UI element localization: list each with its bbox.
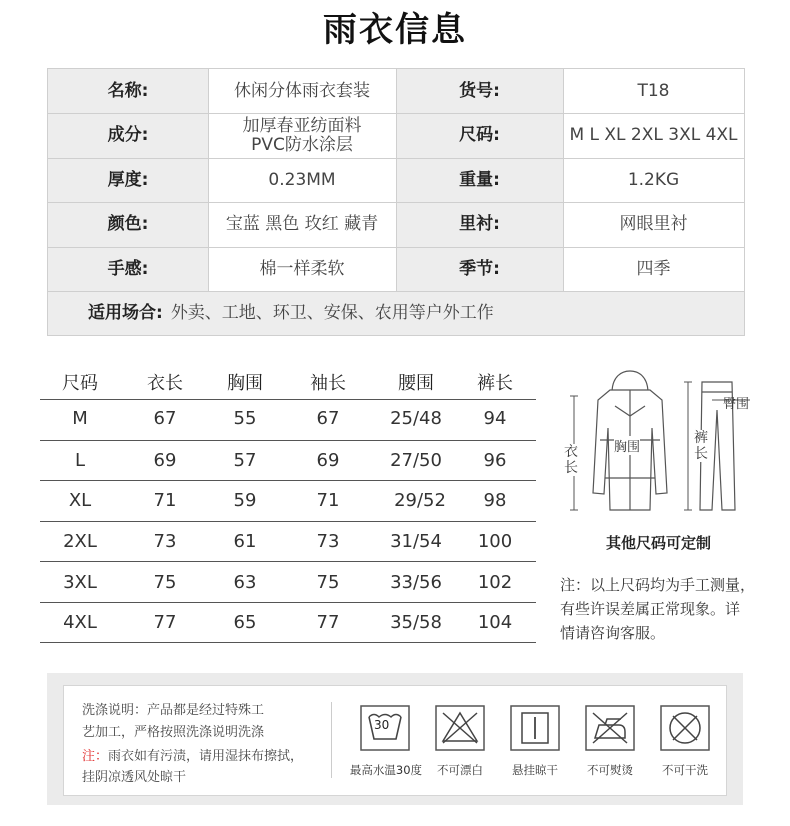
row-rule [40,399,536,400]
no-iron-icon [585,705,635,751]
care-text-line: 艺加工，严格按照洗涤说明洗涤 [82,725,265,740]
size-cell: 2XL [63,531,97,552]
lining-label: 里衬: [396,202,563,247]
chest-cell: 55 [233,408,257,429]
sleeve-col-header: 袖长 [310,373,346,394]
page-title: 雨衣信息 [323,10,467,50]
sleeve-cell: 71 [316,490,340,511]
care-icon-label: 不可熨烫 [587,763,633,777]
material-value-line2: PVC防水涂层 [251,134,353,155]
note-line: 有些许误差属正常现象。详 [560,600,741,618]
color-value: 宝蓝 黑色 玫红 藏青 [225,214,379,234]
sleeve-cell: 73 [316,531,340,552]
item-no-label: 货号: [396,69,563,113]
size-cell: XL [68,490,92,511]
thickness-value: 0.23MM [268,169,336,190]
length-cell: 71 [153,490,177,511]
sleeve-cell: 67 [316,408,340,429]
item-no-value: T18 [637,80,670,101]
no-bleach-icon [435,705,485,751]
weight-label: 重量: [396,158,563,202]
waist-cell: 27/50 [390,450,442,471]
hang-dry-icon [510,705,560,751]
jacket-length-label: 衣长 [564,444,578,476]
thickness-label: 厚度: [48,158,208,202]
material-label: 成分: [48,113,208,158]
feel-value: 棉一样柔软 [259,258,345,279]
sleeve-cell: 69 [316,450,340,471]
length-cell: 69 [153,450,177,471]
size-label: 尺码: [396,113,563,158]
row-rule [40,561,536,562]
chest-cell: 57 [233,450,257,471]
custom-size-note: 其他尺码可定制 [606,534,712,552]
sleeve-cell: 77 [316,612,340,633]
name-label: 名称: [48,69,208,113]
season-label: 季节: [396,247,563,291]
material-value-line1: 加厚春亚纺面料 [242,115,362,136]
row-rule [40,602,536,603]
table-divider [563,69,564,291]
chest-cell: 63 [233,572,257,593]
pants-cell: 100 [477,531,513,552]
feel-label: 手感: [48,247,208,291]
pants-length-label: 裤长 [694,430,708,462]
note-line: 情请咨询客服。 [560,624,666,642]
season-value: 四季 [636,258,671,279]
length-cell: 75 [153,572,177,593]
pants-cell: 94 [483,408,507,429]
chest-cell: 65 [233,612,257,633]
care-icon-label: 悬挂晾干 [512,763,558,777]
care-warning-text: 雨衣如有污渍，请用湿抹布擦拭， [108,749,304,764]
waist-cell: 31/54 [390,531,442,552]
chest-col-header: 胸围 [227,373,263,394]
table-divider [208,69,209,291]
pants-cell: 104 [477,612,513,633]
size-diagram [560,368,770,528]
lining-value: 网眼里衬 [619,214,688,234]
waist-cell: 29/52 [394,490,446,511]
size-cell: M [72,408,88,429]
size-value: M L XL 2XL 3XL 4XL [569,125,738,145]
pants-cell: 96 [483,450,507,471]
chest-cell: 59 [233,490,257,511]
waist-cell: 25/48 [390,408,442,429]
care-warning-prefix: 注： [82,749,109,764]
length-col-header: 衣长 [147,373,183,394]
color-label: 颜色: [48,202,208,247]
weight-value: 1.2KG [627,169,680,190]
size-col-header: 尺码 [62,373,98,394]
row-rule [40,642,536,643]
care-divider [331,702,332,778]
waist-cell: 33/56 [390,572,442,593]
care-icon-label: 最高水温30度 [349,763,423,777]
hip-label: 臀围 [723,397,750,412]
chest-label: 胸围 [614,436,640,455]
chest-cell: 61 [233,531,257,552]
name-value: 休闲分体雨衣套装 [234,80,370,101]
no-dry-clean-icon [660,705,710,751]
care-icon-label: 不可干洗 [662,763,708,777]
usage-label: 适用场合: [88,302,163,323]
size-cell: L [74,450,86,471]
usage-value: 外卖、工地、环卫、安保、农用等户外工作 [170,302,494,323]
length-cell: 77 [153,612,177,633]
waist-cell: 35/58 [390,612,442,633]
row-rule [40,440,536,441]
pants-cell: 102 [477,572,513,593]
pants-cell: 98 [483,490,507,511]
care-warning-line: 挂阴凉透风处晾干 [82,770,187,785]
usage-row [48,291,744,335]
row-rule [40,521,536,522]
waist-col-header: 腰围 [398,373,434,394]
care-text-line: 洗涤说明：产品都是经过特殊工 [82,703,265,718]
sleeve-cell: 75 [316,572,340,593]
note-line: 注：以上尺码均为手工测量， [560,576,756,594]
size-cell: 3XL [63,572,97,593]
table-divider [48,291,744,292]
care-warning-line [82,746,303,767]
measurement-note [560,573,755,645]
length-cell: 67 [153,408,177,429]
size-cell: 4XL [63,612,97,633]
table-divider [396,69,397,291]
length-cell: 73 [153,531,177,552]
care-icon-label: 不可漂白 [437,763,483,777]
material-value [208,113,396,158]
pants-col-header: 裤长 [477,373,513,394]
info-table [47,68,745,336]
row-rule [40,480,536,481]
wash-temperature: 30 [374,718,390,732]
